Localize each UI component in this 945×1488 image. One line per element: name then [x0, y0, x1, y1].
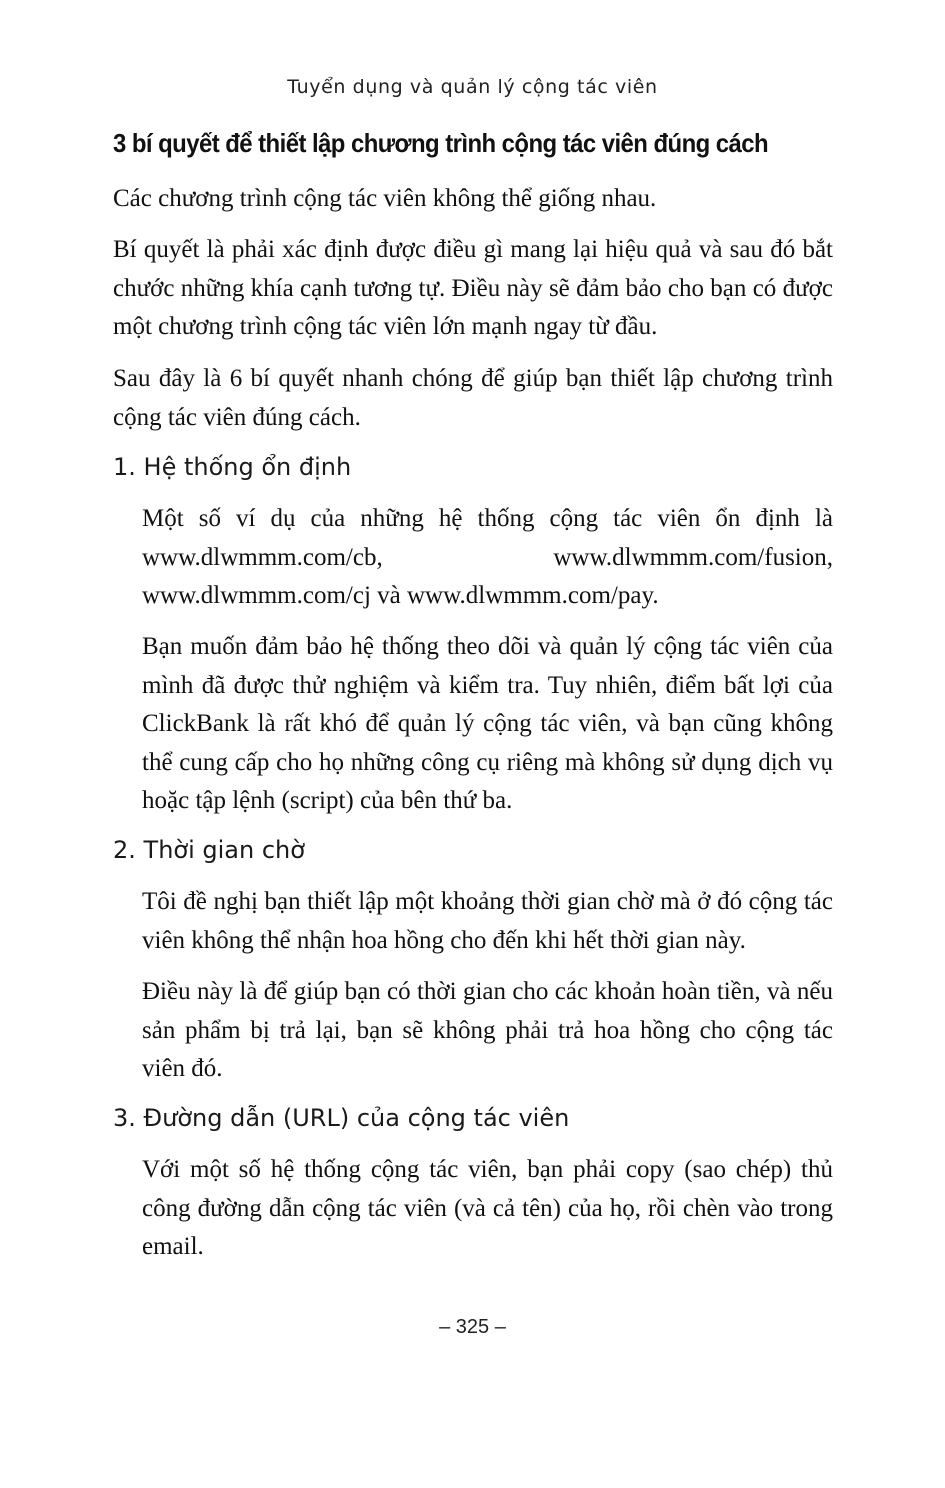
section-title: 3 bí quyết để thiết lập chương trình cộng tác viên đúng cách: [113, 128, 769, 158]
intro-paragraph-2: Bí quyết là phải xác định được điều gì mang lại hiệu quả và sau đó bắt chước những khía cạnh tương tự. Điều này sẽ đảm bảo cho bạn có được một chương trình cộng tác viên lớn mạnh ngay từ đầu.: [113, 236, 833, 340]
intro-paragraph-3: Sau đây là 6 bí quyết nhanh chóng để giúp bạn thiết lập chương trình cộng tác viên đúng cách.: [113, 365, 833, 431]
url-examples-intro: Một số ví dụ của những hệ thống cộng tác viên ổn định là: [142, 505, 833, 532]
item-2-paragraph-1: Tôi đề nghị bạn thiết lập một khoảng thời gian chờ mà ở đó cộng tác viên không thể nhận hoa hồng cho đến khi hết thời gian này.: [142, 888, 833, 954]
url-link-fusion: www.dlwmmm.com/fusion,: [553, 543, 833, 571]
url-row: [142, 539, 833, 578]
list-heading-1: 1. Hệ thống ổn định: [113, 453, 352, 481]
url-examples: [142, 500, 833, 616]
running-header: Tuyển dụng và quản lý cộng tác viên: [287, 76, 658, 98]
list-heading-2: 2. Thời gian chờ: [113, 836, 305, 864]
item-1-paragraph: Bạn muốn đảm bảo hệ thống theo dõi và quản lý cộng tác viên của mình đã được thử nghiệm và kiểm tra. Tuy nhiên, điểm bất lợi của ClickBank là rất khó để quản lý cộng tác viên, và bạn cũng không thể cung cấp cho họ những công cụ riêng mà không sử dụng dịch vụ hoặc tập lệnh (script) của bên thứ ba.: [142, 633, 833, 814]
intro-paragraph-1: Các chương trình cộng tác viên không thể giống nhau.: [113, 185, 657, 212]
item-2-paragraph-2: Điều này là để giúp bạn có thời gian cho các khoản hoàn tiền, và nếu sản phẩm bị trả lại, bạn sẽ không phải trả hoa hồng cho cộng tác viên đó.: [142, 978, 833, 1082]
url-row-last: www.dlwmmm.com/cj và www.dlwmmm.com/pay.: [142, 582, 659, 609]
list-heading-3: 3. Đường dẫn (URL) của cộng tác viên: [113, 1104, 570, 1132]
item-3-paragraph: Với một số hệ thống cộng tác viên, bạn phải copy (sao chép) thủ công đường dẫn cộng tác viên (và cả tên) của họ, rồi chèn vào trong email.: [142, 1156, 833, 1260]
url-link-cb: www.dlwmmm.com/cb,: [142, 543, 383, 571]
page-number: – 325 –: [439, 1316, 506, 1338]
